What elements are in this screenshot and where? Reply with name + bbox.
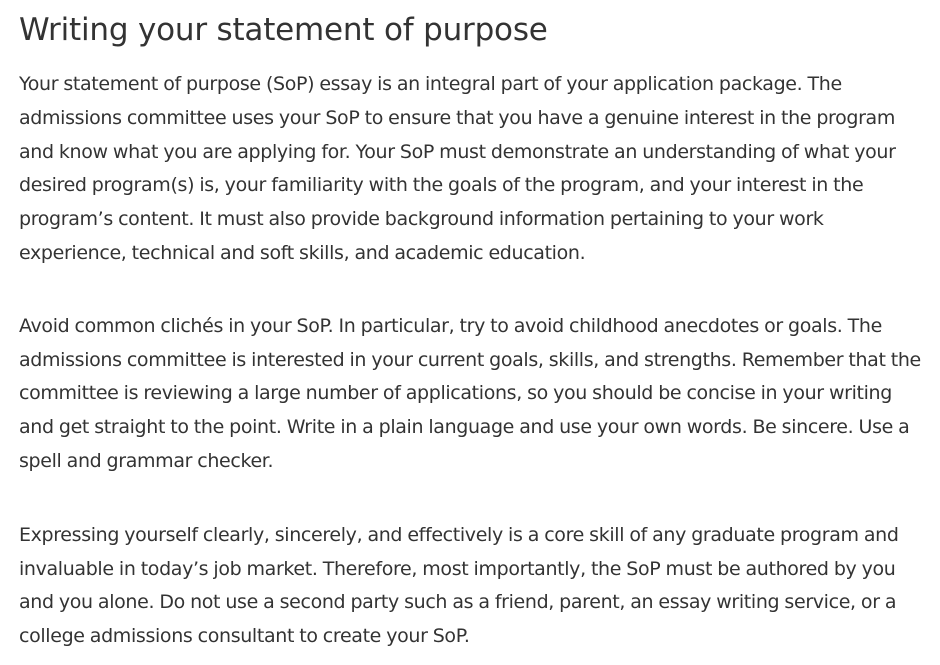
page-title: Writing your statement of purpose [19,12,548,48]
paragraph-intro: Your statement of purpose (SoP) essay is an integral part of your application package. The admissions committee uses your SoP to ensure that you have a genuine interest in the program and know what you are applying for. Your SoP must demonstrate an understanding of what your desired program(s) is, your familiarity with the goals of the program, and your interest in the program’s content. It must also provide background information pertaining to your work experience, technical and soft skills, and academic education. [19,73,896,264]
paragraph-avoid-cliches: Avoid common clichés in your SoP. In particular, try to avoid childhood anecdotes or goals. The admissions committee is interested in your current goals, skills, and strengths. Remember that the committee is reviewing a large number of applications, so you should be concise in your writing and get straight to the point. Write in a plain language and use your own words. Be sincere. Use a spell and grammar checker. [19,314,921,472]
article-content [19,0,924,654]
paragraph-authorship: Expressing yourself clearly, sincerely, and effectively is a core skill of any graduate program and invaluable in today’s job market. Therefore, most importantly, the SoP must be authored by you and you alone. Do not use a second party such as a friend, parent, an essay writing service, or a college admissions consultant to create your SoP. [19,523,899,648]
